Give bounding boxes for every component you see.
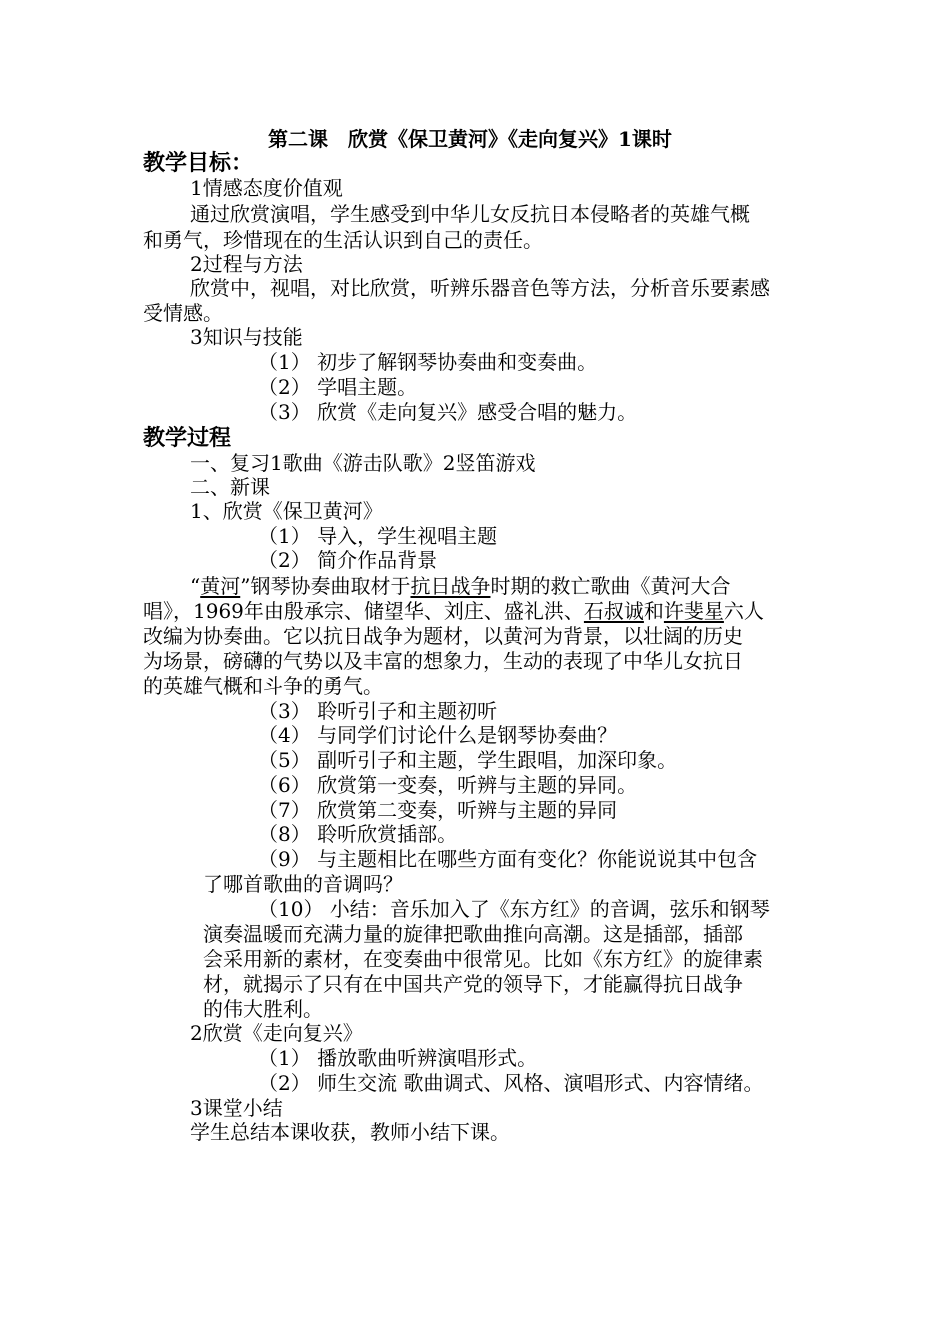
link-xu-feixing[interactable]: 许斐星 — [663, 599, 724, 623]
section-1-item: （3） 聆听引子和主题初听 — [258, 699, 498, 723]
background-paragraph-line-5: 的英雄气概和斗争的勇气。 — [143, 674, 383, 698]
quote-open: “ — [190, 574, 201, 598]
section-2-heading: 2欣赏《走向复兴》 — [190, 1021, 363, 1045]
section-1-heading: 1、欣赏《保卫黄河》 — [190, 499, 383, 523]
goal-1-text-line-1: 通过欣赏演唱，学生感受到中华儿女反抗日本侵略者的英雄气概 — [190, 202, 750, 226]
goal-3-item: （1） 初步了解钢琴协奏曲和变奏曲。 — [258, 350, 598, 374]
goals-heading: 教学目标： — [143, 150, 254, 176]
item-9-line-1: （9） 与主题相比在哪些方面有变化？你能说说其中包含 — [258, 847, 758, 871]
section-1-item: （4） 与同学们讨论什么是钢琴协奏曲？ — [258, 723, 618, 747]
new-lesson-line: 二、新课 — [190, 475, 270, 499]
goal-3-item: （2） 学唱主题。 — [258, 375, 418, 399]
para-text: 唱》，1969年由殷承宗、储望华、刘庄、盛礼洪、 — [143, 599, 584, 623]
section-3-text: 学生总结本课收获，教师小结下课。 — [190, 1120, 510, 1144]
para-text: 和 — [643, 599, 664, 623]
section-1-item: （6） 欣赏第一变奏，听辨与主题的异同。 — [258, 773, 638, 797]
background-paragraph-line-3: 改编为协奏曲。它以抗日战争为题材，以黄河为背景，以壮阔的历史 — [143, 624, 743, 648]
goal-1-heading: 1情感态度价值观 — [190, 176, 343, 200]
para-text: 时期的救亡歌曲《黄河大合 — [490, 574, 731, 598]
section-1-item: （8） 聆听欣赏插部。 — [258, 822, 458, 846]
section-1-item: （1） 导入，学生视唱主题 — [258, 524, 498, 548]
section-2-item: （1） 播放歌曲听辨演唱形式。 — [258, 1046, 538, 1070]
goal-2-text-line-1: 欣赏中，视唱，对比欣赏，听辨乐器音色等方法，分析音乐要素感 — [190, 276, 770, 300]
goal-3-heading: 3知识与技能 — [190, 325, 303, 349]
para-text: 六人 — [723, 599, 764, 623]
section-1-item: （2） 简介作品背景 — [258, 548, 438, 572]
section-3-heading: 3课堂小结 — [190, 1096, 283, 1120]
para-text: ”钢琴协奏曲取材于 — [240, 574, 411, 598]
section-2-item: （2） 师生交流 歌曲调式、风格、演唱形式、内容情绪。 — [258, 1071, 764, 1095]
item-9-line-2: 了哪首歌曲的音调吗？ — [203, 872, 403, 896]
review-line: 一、复习1歌曲《游击队歌》2竖笛游戏 — [190, 451, 536, 475]
section-1-item: （7） 欣赏第二变奏，听辨与主题的异同 — [258, 798, 618, 822]
goal-1-text-line-2: 和勇气，珍惜现在的生活认识到自己的责任。 — [143, 228, 543, 252]
goal-3-item: （3） 欣赏《走向复兴》感受合唱的魅力。 — [258, 400, 638, 424]
item-10-line-4: 材，就揭示了只有在中国共产党的领导下，才能赢得抗日战争 — [203, 972, 743, 996]
item-10-line-3: 会采用新的素材，在变奏曲中很常见。比如《东方红》的旋律素 — [203, 947, 763, 971]
background-paragraph-line-4: 为场景，磅礴的气势以及丰富的想象力，生动的表现了中华儿女抗日 — [143, 649, 743, 673]
link-anti-japanese-war[interactable]: 抗日战争 — [410, 574, 491, 598]
link-huanghe[interactable]: 黄河 — [200, 574, 241, 598]
background-paragraph-line-1 — [190, 573, 730, 599]
link-shi-shucheng[interactable]: 石叔诚 — [583, 599, 644, 623]
item-10-line-1: （10） 小结：音乐加入了《东方红》的音调，弦乐和钢琴 — [258, 897, 770, 921]
lesson-title: 第二课 欣赏《保卫黄河》《走向复兴》1课时 — [268, 127, 672, 151]
section-1-item: （5） 副听引子和主题，学生跟唱，加深印象。 — [258, 748, 678, 772]
goal-2-text-line-2: 受情感。 — [143, 301, 223, 325]
item-10-line-5: 的伟大胜利。 — [203, 997, 323, 1021]
background-paragraph-line-2 — [143, 598, 764, 624]
goal-2-heading: 2过程与方法 — [190, 252, 303, 276]
process-heading: 教学过程 — [143, 425, 232, 451]
item-10-line-2: 演奏温暖而充满力量的旋律把歌曲推向高潮。这是插部，插部 — [203, 922, 743, 946]
